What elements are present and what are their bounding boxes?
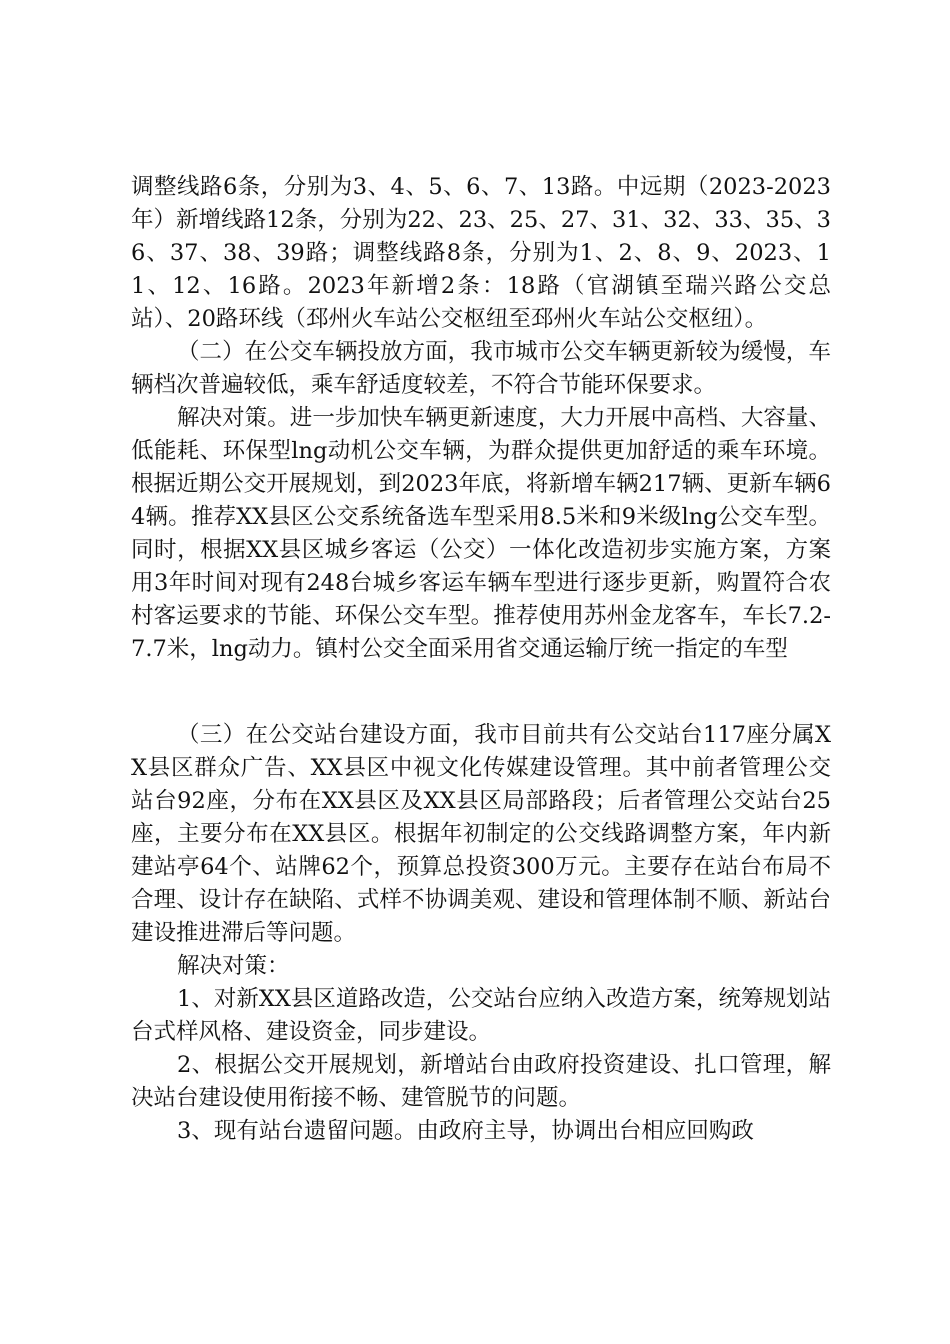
document-body [131, 171, 831, 1148]
paragraph-bus-stop-issue: （三）在公交站台建设方面，我市目前共有公交站台117座分属XX县区群众广告、XX县区中视文化传媒建设管理。其中前者管理公交站台92座，分布在XX县区及XX县区局部路段；后者管理公交站台25座，主要分布在XX县区。根据年初制定的公交线路调整方案，年内新建站亭64个、站牌62个，预算总投资300万元。主要存在站台布局不合理、设计存在缺陷、式样不协调美观、建设和管理体制不顺、新站台建设推进滞后等问题。 [131, 722, 831, 946]
paragraph-solution-item-2: 2、根据公交开展规划，新增站台由政府投资建设、扎口管理，解决站台建设使用衔接不畅、建管脱节的问题。 [131, 1052, 831, 1111]
paragraph-route-adjustments: 调整线路6条，分别为3、4、5、6、7、13路。中远期（2023-2023年）新增线路12条，分别为22、23、25、27、31、32、33、35、36、37、38、39路；调整线路8条，分别为1、2、8、9、2023、11、12、16路。2023年新增2条：18路（官湖镇至瑞兴路公交总站）、20路环线（邳州火车站公交枢纽至邳州火车站公交枢纽）。 [131, 174, 831, 332]
paragraph-solution-item-3: 3、现有站台遗留问题。由政府主导，协调出台相应回购政 [177, 1118, 754, 1144]
paragraph-gap [131, 666, 831, 719]
paragraph-vehicle-issue: （二）在公交车辆投放方面，我市城市公交车辆更新较为缓慢，车辆档次普遍较低，乘车舒适度较差，不符合节能环保要求。 [131, 339, 831, 398]
paragraph-solution-item-1: 1、对新XX县区道路改造，公交站台应纳入改造方案，统筹规划站台式样风格、建设资金，同步建设。 [131, 986, 831, 1045]
paragraph-solution-heading: 解决对策： [177, 953, 290, 979]
paragraph-vehicle-solution: 解决对策。进一步加快车辆更新速度，大力开展中高档、大容量、低能耗、环保型lng动机公交车辆，为群众提供更加舒适的乘车环境。根据近期公交开展规划，到2023年底，将新增车辆217辆、更新车辆64辆。推荐XX县区公交系统备选车型采用8.5米和9米级lng公交车型。同时，根据XX县区城乡客运（公交）一体化改造初步实施方案，方案用3年时间对现有248台城乡客运车辆车型进行逐步更新，购置符合农村客运要求的节能、环保公交车型。推荐使用苏州金龙客车，车长7.2-7.7米，lng动力。镇村公交全面采用省交通运输厅统一指定的车型 [131, 405, 831, 662]
